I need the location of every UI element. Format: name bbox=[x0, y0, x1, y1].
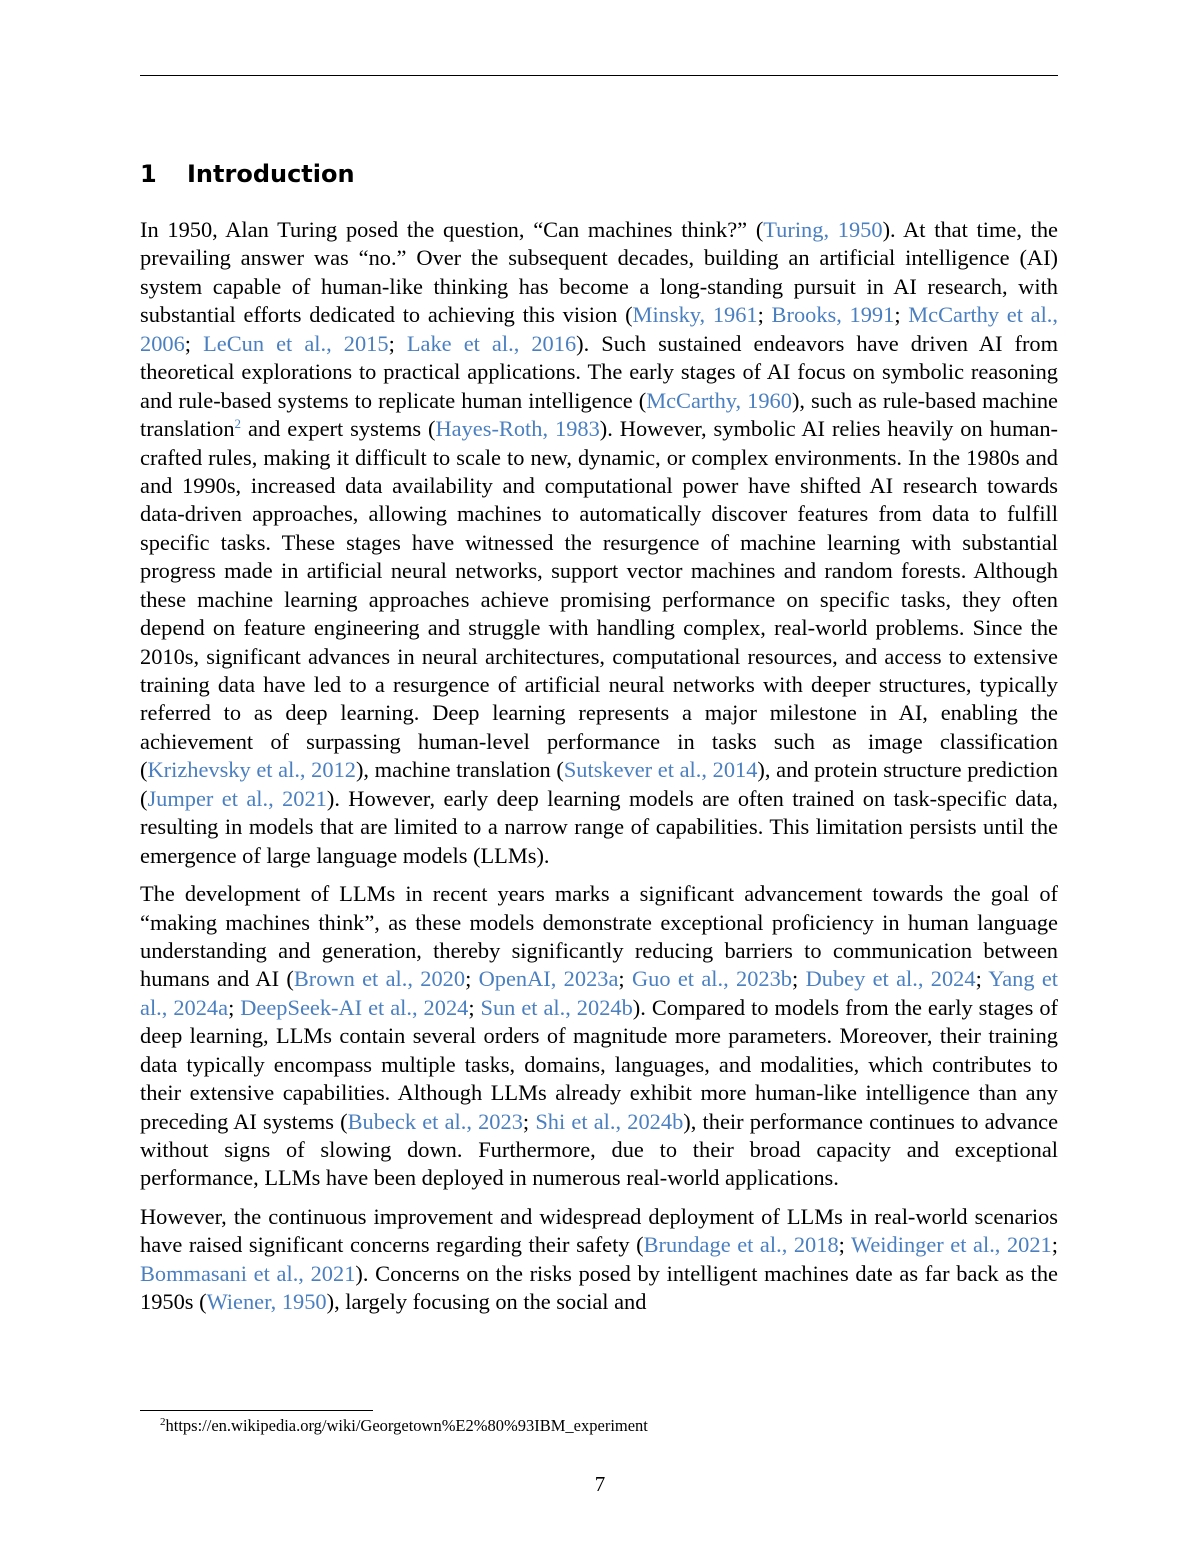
section-number: 1 bbox=[140, 160, 157, 188]
footnote bbox=[160, 1414, 648, 1438]
text-run: ; bbox=[468, 994, 481, 1020]
text-run: In 1950, Alan Turing posed the question, “Can machines think?” ( bbox=[140, 217, 764, 242]
text-run: ; bbox=[894, 302, 909, 328]
text-run: ; bbox=[388, 330, 407, 356]
text-run: ; bbox=[838, 1232, 852, 1258]
text-run: ; bbox=[757, 302, 772, 328]
text-run: ; bbox=[975, 966, 989, 992]
citation-link[interactable]: Bubeck et al., 2023 bbox=[347, 1108, 523, 1134]
citation-link[interactable]: Wiener, 1950 bbox=[206, 1289, 327, 1315]
citation-link[interactable]: LeCun et al., 2015 bbox=[203, 330, 389, 356]
footnote-number: 2 bbox=[160, 1416, 166, 1428]
citation-link[interactable]: Sutskever et al., 2014 bbox=[563, 757, 758, 783]
text-run: ). However, symbolic AI relies heavily on human-crafted rules, making it difficult to scale to new, dynamic, or complex environments. In the 1980s and and 1990s, increased data availability and computational power have shifted AI research towards data-driven approaches, allowing machines to automatically discover features from data to fulfill specific tasks. These stages have witnessed the resurgence of machine learning with substantial progress made in artificial neural networks, support vector machines and random forests. Although these machine learning approaches achieve promising performance on specific tasks, they often depend on feature engineering and struggle with handling complex, real-world problems. Since the 2010s, significant advances in neural architectures, computational resources, and access to extensive training data have led to a resurgence of artificial neural networks with deeper structures, typically referred to as deep learning. Deep learning represents a major milestone in AI, enabling the achievement of surpassing human-level performance in tasks such as image classification ( bbox=[140, 416, 1058, 783]
citation-link[interactable]: Lake et al., 2016 bbox=[406, 330, 577, 356]
text-run: However, the continuous improvement and widespread deployment of LLMs in real-world scenarios have raised significant concerns regarding their safety ( bbox=[140, 1203, 1058, 1258]
citation-link[interactable]: McCarthy et al., 2006 bbox=[140, 302, 1058, 356]
text-run: ), their performance continues to advance without signs of slowing down. Furthermore, due to their broad capacity and exceptional performance, LLMs have been deployed in numerous real-world applications. bbox=[140, 1108, 1059, 1191]
citation-link[interactable]: Bommasani et al., 2021 bbox=[140, 1260, 356, 1286]
text-run: ). However, early deep learning models are often trained on task-specific data, resulting in models that are limited to a narrow range of capabilities. This limitation persists until the emergence of large language models (LLMs). bbox=[140, 785, 1058, 868]
section-heading bbox=[140, 158, 355, 190]
citation-link[interactable]: Brundage et al., 2018 bbox=[643, 1232, 839, 1258]
footnote-rule bbox=[140, 1410, 373, 1411]
text-run: ), machine translation ( bbox=[355, 757, 564, 783]
text-run: ). At that time, the prevailing answer was “no.” Over the subsequent decades, building an artificial intelligence (AI) system capable of human-like thinking has become a long-standing pursuit in AI research, with substantial efforts dedicated to achieving this vision ( bbox=[140, 217, 1058, 328]
citation-link[interactable]: Brown et al., 2020 bbox=[293, 966, 466, 992]
citation-link[interactable]: Hayes-Roth, 1983 bbox=[435, 416, 600, 442]
citation-link[interactable]: Minsky, 1961 bbox=[632, 302, 758, 328]
text-run: ). Concerns on the risks posed by intelligent machines date as far back as the 1950s ( bbox=[140, 1260, 1058, 1315]
citation-link[interactable]: DeepSeek-AI et al., 2024 bbox=[240, 994, 469, 1020]
text-run: The development of LLMs in recent years marks a significant advancement towards the goal of “making machines think”, as these models demonstrate exceptional proficiency in human language understanding and generation, thereby significantly reducing barriers to communication between humans and AI ( bbox=[140, 881, 1058, 992]
citation-link[interactable]: Yang et al., 2024a bbox=[140, 966, 1059, 1020]
paragraph-1 bbox=[140, 216, 1058, 870]
text-run: ; bbox=[228, 994, 241, 1020]
text-run: ; bbox=[618, 966, 632, 992]
citation-link[interactable]: Jumper et al., 2021 bbox=[147, 785, 327, 811]
page-number: 7 bbox=[594, 1472, 606, 1496]
text-run: ; bbox=[184, 330, 204, 356]
paragraph-2 bbox=[140, 880, 1058, 1193]
section-title: Introduction bbox=[187, 160, 355, 188]
text-run: and expert systems ( bbox=[241, 416, 436, 442]
citation-link[interactable]: McCarthy, 1960 bbox=[646, 387, 792, 413]
text-run: ; bbox=[465, 966, 479, 992]
citation-link[interactable]: Sun et al., 2024b bbox=[480, 994, 633, 1020]
text-run: ), largely focusing on the social and bbox=[326, 1289, 647, 1315]
paragraph-3 bbox=[140, 1203, 1058, 1317]
text-run: ; bbox=[1051, 1232, 1058, 1258]
text-run: ). Compared to models from the early stages of deep learning, LLMs contain several orders of magnitude more parameters. Moreover, their training data typically encompass multiple tasks, domains, languages, and modalities, which contributes to their extensive capabilities. Although LLMs already exhibit more human-like intelligence than any preceding AI systems ( bbox=[140, 994, 1059, 1134]
citation-link[interactable]: Shi et al., 2024b bbox=[535, 1108, 684, 1134]
citation-link[interactable]: Krizhevsky et al., 2012 bbox=[147, 757, 356, 783]
citation-link[interactable]: Turing, 1950 bbox=[763, 217, 883, 242]
text-run: ; bbox=[522, 1108, 536, 1134]
text-run: ). Such sustained endeavors have driven AI from theoretical explorations to practical applications. The early stages of AI focus on symbolic reasoning and rule-based systems to replicate human intelligence ( bbox=[140, 330, 1059, 413]
body-text bbox=[140, 216, 1058, 1327]
text-run: ), and protein structure prediction ( bbox=[140, 757, 1058, 811]
footnote-marker[interactable]: 2 bbox=[234, 416, 242, 432]
citation-link[interactable]: Guo et al., 2023b bbox=[631, 966, 793, 992]
footnote-url[interactable]: https://en.wikipedia.org/wiki/Georgetown%E2%80%93IBM_experiment bbox=[165, 1416, 648, 1435]
citation-link[interactable]: Dubey et al., 2024 bbox=[805, 966, 976, 992]
text-run: ; bbox=[792, 966, 806, 992]
citation-link[interactable]: Brooks, 1991 bbox=[771, 302, 895, 328]
header-rule bbox=[140, 75, 1058, 76]
citation-link[interactable]: OpenAI, 2023a bbox=[478, 966, 619, 992]
text-run: ), such as rule-based machine translation bbox=[140, 387, 1058, 442]
citation-link[interactable]: Weidinger et al., 2021 bbox=[851, 1232, 1052, 1258]
